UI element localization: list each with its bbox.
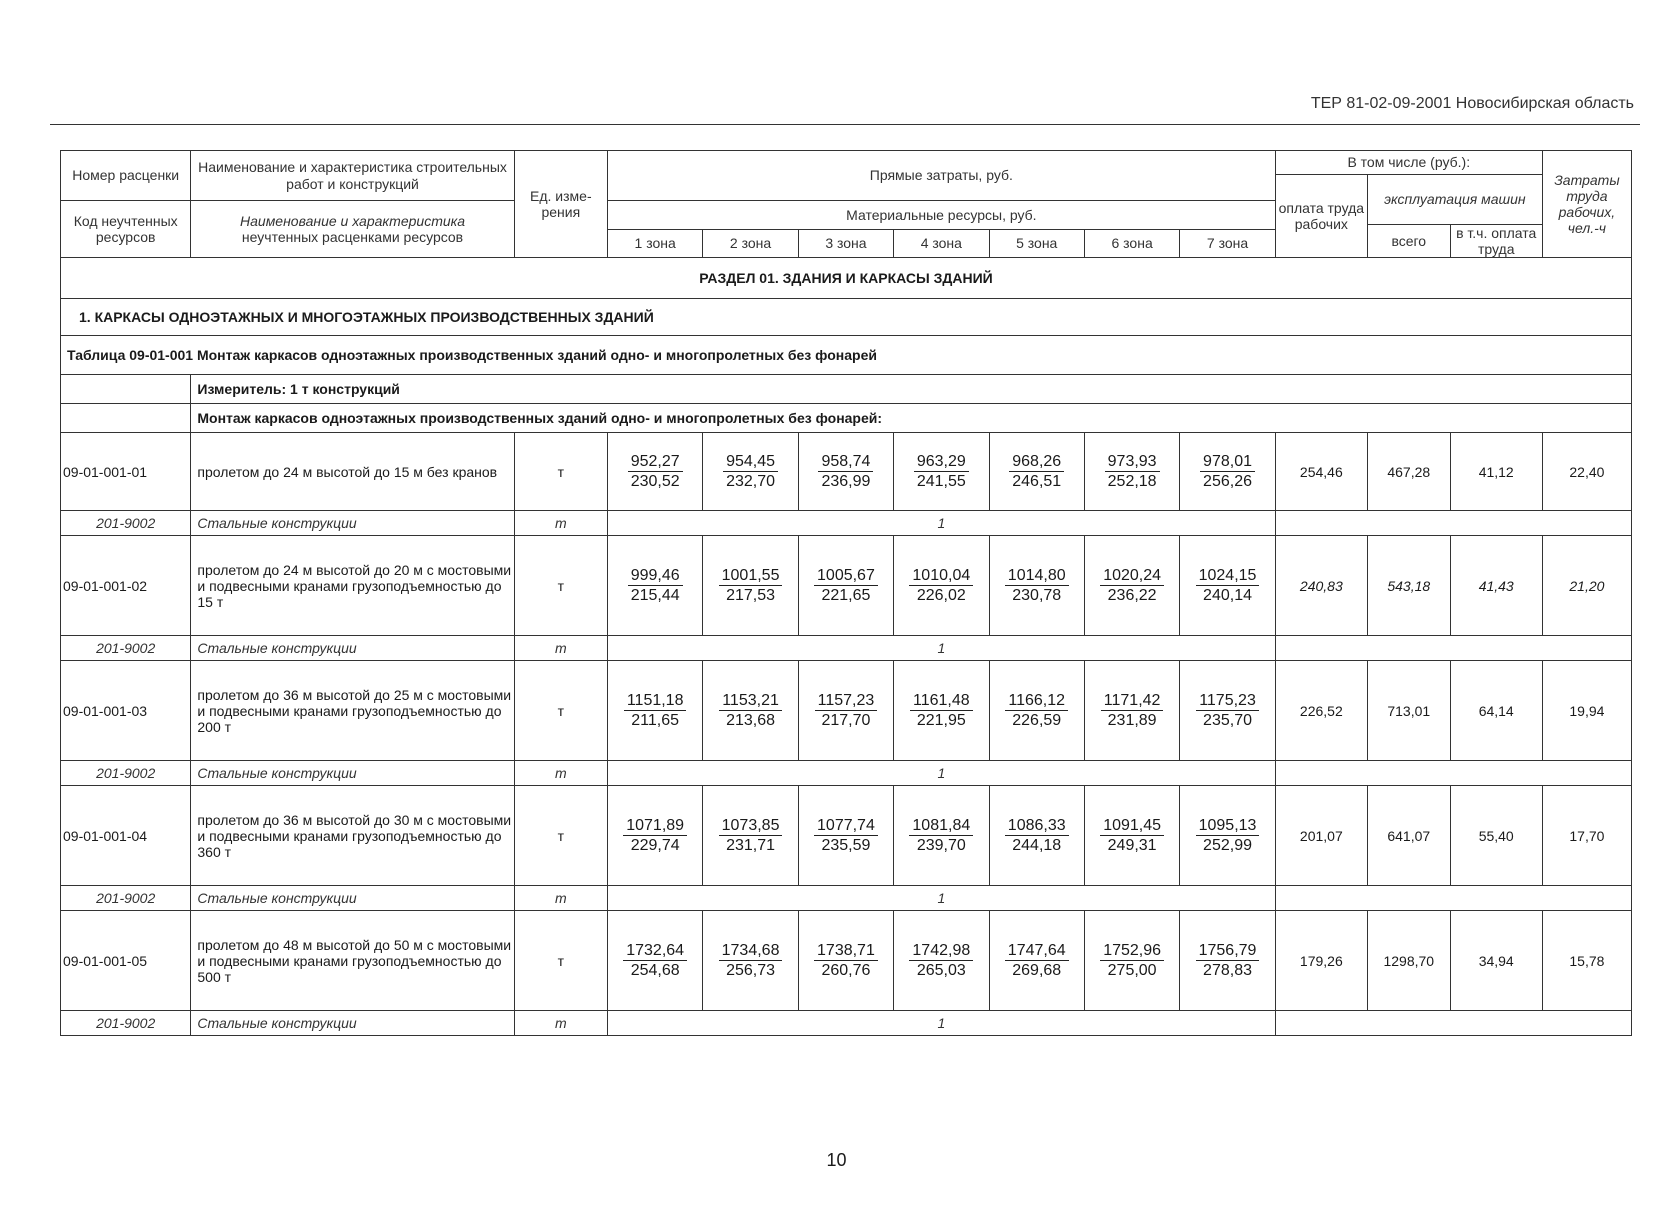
resource-name: Стальные конструкции <box>191 886 514 911</box>
zone-material-cost: 221,65 <box>821 587 871 605</box>
zone-material-cost: 230,78 <box>1012 587 1062 605</box>
resource-code: 201-9002 <box>61 511 191 536</box>
zone-price-cell <box>1180 661 1275 761</box>
zone-material-cost: 256,26 <box>1203 473 1252 491</box>
zone-price-cell <box>703 433 798 511</box>
zone-material-cost: 211,65 <box>631 712 680 730</box>
zone-material-cost: 235,70 <box>1203 712 1252 730</box>
zone-direct-cost: 1071,89 <box>623 816 687 836</box>
resource-row <box>61 886 1632 911</box>
machines-total-value: 641,07 <box>1367 786 1450 886</box>
machines-wages-value: 41,43 <box>1450 536 1542 636</box>
zone-price-cell <box>1084 786 1179 886</box>
zone-price-fraction <box>814 941 878 980</box>
zone-price-cell <box>1180 786 1275 886</box>
zone-price-fraction <box>624 691 687 730</box>
zone-material-cost: 269,68 <box>1012 962 1062 980</box>
zone-price-fraction <box>719 941 783 980</box>
zone-material-cost: 236,99 <box>821 473 871 491</box>
zone-direct-cost: 963,29 <box>914 452 969 472</box>
zone-direct-cost: 1010,04 <box>909 566 973 586</box>
zone-direct-cost: 1077,74 <box>814 816 878 836</box>
resource-name: Стальные конструкции <box>191 1011 514 1036</box>
zone-direct-cost: 1091,45 <box>1100 816 1164 836</box>
zone-price-cell <box>989 433 1084 511</box>
resource-code: 201-9002 <box>61 636 191 661</box>
zone-header-7: 7 зона <box>1180 229 1275 257</box>
wages-value: 226,52 <box>1275 661 1367 761</box>
zone-price-cell <box>1084 661 1179 761</box>
zone-price-fraction <box>1005 566 1069 605</box>
zone-price-fraction <box>1196 941 1260 980</box>
zone-direct-cost: 973,93 <box>1105 452 1160 472</box>
header-work-name: Наименование и характеристика строительных работ и конструкций <box>191 151 514 201</box>
zone-price-fraction <box>1005 816 1069 855</box>
zone-price-cell <box>703 911 798 1011</box>
zone-material-cost: 235,59 <box>821 837 871 855</box>
zone-price-fraction <box>1105 452 1160 491</box>
rate-row <box>61 433 1632 511</box>
zone-direct-cost: 1732,64 <box>623 941 687 961</box>
zone-material-cost: 244,18 <box>1012 837 1062 855</box>
zone-material-cost: 252,99 <box>1203 837 1252 855</box>
wages-value: 254,46 <box>1275 433 1367 511</box>
resource-unit: т <box>514 636 607 661</box>
header-including: В том числе (руб.): <box>1275 151 1542 175</box>
zone-material-cost: 241,55 <box>916 473 966 491</box>
zone-price-fraction <box>814 816 878 855</box>
zone-material-cost: 226,02 <box>916 587 966 605</box>
header-machines-total: всего <box>1367 225 1450 258</box>
zone-price-fraction <box>628 452 683 491</box>
machines-total-value: 467,28 <box>1367 433 1450 511</box>
machines-wages-value: 34,94 <box>1450 911 1542 1011</box>
zone-price-fraction <box>1200 452 1255 491</box>
resource-name: Стальные конструкции <box>191 636 514 661</box>
header-rate-number: Номер расценки <box>61 151 191 201</box>
zone-price-fraction <box>815 691 878 730</box>
zone-material-cost: 256,73 <box>726 962 776 980</box>
zone-direct-cost: 1001,55 <box>719 566 783 586</box>
resource-row <box>61 511 1632 536</box>
zone-price-cell <box>989 536 1084 636</box>
header-resource-name-rest: неучтенных расценками ресурсов <box>241 229 464 246</box>
zone-header-4: 4 зона <box>894 229 989 257</box>
machines-total-value: 543,18 <box>1367 536 1450 636</box>
zone-direct-cost: 1157,23 <box>815 691 878 711</box>
zone-direct-cost: 1752,96 <box>1100 941 1164 961</box>
zone-direct-cost: 1086,33 <box>1005 816 1069 836</box>
resource-unit: т <box>514 886 607 911</box>
zone-price-fraction <box>623 816 687 855</box>
zone-price-fraction <box>719 566 783 605</box>
machines-total-value: 1298,70 <box>1367 911 1450 1011</box>
resource-name: Стальные конструкции <box>191 511 514 536</box>
header-unit: Ед. изме-рения <box>514 151 607 258</box>
zone-direct-cost: 952,27 <box>628 452 683 472</box>
resource-empty-cell <box>1275 511 1631 536</box>
machines-wages-value: 55,40 <box>1450 786 1542 886</box>
zone-material-cost: 217,70 <box>821 712 871 730</box>
zone-material-cost: 231,71 <box>726 837 776 855</box>
zone-price-cell <box>894 911 989 1011</box>
zone-price-cell <box>1180 433 1275 511</box>
resource-quantity: 1 <box>607 886 1275 911</box>
zone-direct-cost: 978,01 <box>1200 452 1255 472</box>
rate-row <box>61 786 1632 886</box>
document-header-text: ТЕР 81-02-09-2001 Новосибирская область <box>1310 95 1634 112</box>
wages-value: 179,26 <box>1275 911 1367 1011</box>
zone-direct-cost: 958,74 <box>818 452 873 472</box>
rate-row <box>61 661 1632 761</box>
zone-price-cell <box>607 786 702 886</box>
zone-price-cell <box>798 911 893 1011</box>
zone-price-cell <box>989 786 1084 886</box>
zone-price-cell <box>1180 911 1275 1011</box>
rate-name: пролетом до 48 м высотой до 50 м с мостовыми и подвесными кранами грузоподъемностью до 500 т <box>191 911 514 1011</box>
zone-direct-cost: 1014,80 <box>1005 566 1069 586</box>
resource-name: Стальные конструкции <box>191 761 514 786</box>
zone-header-5: 5 зона <box>989 229 1084 257</box>
zone-price-fraction <box>909 941 973 980</box>
zone-direct-cost: 1095,13 <box>1196 816 1260 836</box>
zone-price-cell <box>894 433 989 511</box>
resource-quantity: 1 <box>607 636 1275 661</box>
zone-price-fraction <box>910 691 973 730</box>
rate-row <box>61 911 1632 1011</box>
resource-unit: т <box>514 511 607 536</box>
zone-direct-cost: 1747,64 <box>1005 941 1069 961</box>
zone-price-fraction <box>1100 941 1164 980</box>
header-wages: оплата труда рабочих <box>1275 175 1367 258</box>
zone-material-cost: 240,14 <box>1203 587 1252 605</box>
machines-wages-value: 64,14 <box>1450 661 1542 761</box>
zone-price-cell <box>1084 536 1179 636</box>
zone-direct-cost: 954,45 <box>723 452 778 472</box>
resource-unit: т <box>514 1011 607 1036</box>
zone-price-fraction <box>1196 816 1260 855</box>
resource-quantity: 1 <box>607 511 1275 536</box>
zone-price-cell <box>1084 911 1179 1011</box>
wages-value: 201,07 <box>1275 786 1367 886</box>
zone-price-fraction <box>1101 691 1164 730</box>
zone-material-cost: 215,44 <box>630 587 680 605</box>
wages-value: 240,83 <box>1275 536 1367 636</box>
rates-table <box>60 150 1632 1036</box>
zone-header-2: 2 зона <box>703 229 798 257</box>
labor-value: 15,78 <box>1542 911 1631 1011</box>
zone-price-fraction <box>1005 691 1068 730</box>
zone-price-cell <box>703 661 798 761</box>
resource-code: 201-9002 <box>61 1011 191 1036</box>
rate-name: пролетом до 36 м высотой до 25 м с мостовыми и подвесными кранами грузоподъемностью до 200 т <box>191 661 514 761</box>
zone-direct-cost: 1756,79 <box>1196 941 1260 961</box>
zone-price-fraction <box>914 452 969 491</box>
zone-price-fraction <box>1005 941 1069 980</box>
zone-price-cell <box>894 786 989 886</box>
resource-empty-cell <box>1275 636 1631 661</box>
resource-empty-cell <box>1275 886 1631 911</box>
zone-material-cost: 239,70 <box>916 837 966 855</box>
rate-code: 09-01-001-03 <box>61 661 191 761</box>
zone-price-cell <box>1084 433 1179 511</box>
zone-price-cell <box>607 661 702 761</box>
resource-quantity: 1 <box>607 1011 1275 1036</box>
header-material-resources: Материальные ресурсы, руб. <box>607 201 1275 230</box>
description-label: Монтаж каркасов одноэтажных производственных зданий одно- и многопролетных без фонарей: <box>191 404 1632 433</box>
zone-direct-cost: 1734,68 <box>719 941 783 961</box>
zone-price-fraction <box>1196 691 1259 730</box>
zone-material-cost: 265,03 <box>916 962 966 980</box>
zone-material-cost: 217,53 <box>726 587 776 605</box>
zone-direct-cost: 1742,98 <box>909 941 973 961</box>
description-empty-cell <box>61 404 191 433</box>
zone-price-cell <box>607 911 702 1011</box>
labor-value: 22,40 <box>1542 433 1631 511</box>
zone-material-cost: 275,00 <box>1107 962 1157 980</box>
resource-unit: т <box>514 761 607 786</box>
rate-code: 09-01-001-02 <box>61 536 191 636</box>
page-number: 10 <box>826 1150 847 1170</box>
zone-direct-cost: 1151,18 <box>624 691 687 711</box>
table-title: Таблица 09-01-001 Монтаж каркасов одноэтажных производственных зданий одно- и многопролетных без фонарей <box>61 336 1632 375</box>
header-direct-costs: Прямые затраты, руб. <box>607 151 1275 201</box>
zone-price-cell <box>1180 536 1275 636</box>
zone-material-cost: 226,59 <box>1012 712 1062 730</box>
zone-price-cell <box>607 536 702 636</box>
zone-price-cell <box>989 661 1084 761</box>
rate-code: 09-01-001-04 <box>61 786 191 886</box>
zone-direct-cost: 1171,42 <box>1101 691 1164 711</box>
rate-name: пролетом до 24 м высотой до 20 м с мостовыми и подвесными кранами грузоподъемностью до 15 т <box>191 536 514 636</box>
zone-direct-cost: 1081,84 <box>909 816 973 836</box>
resource-row <box>61 1011 1632 1036</box>
header-machines-wages: в т.ч. оплата труда <box>1450 225 1542 258</box>
zone-price-fraction <box>719 816 783 855</box>
zone-material-cost: 230,52 <box>630 473 680 491</box>
machines-total-value: 713,01 <box>1367 661 1450 761</box>
rate-name: пролетом до 36 м высотой до 30 м с мостовыми и подвесными кранами грузоподъемностью до 360 т <box>191 786 514 886</box>
zone-direct-cost: 1161,48 <box>910 691 973 711</box>
zone-price-cell <box>894 661 989 761</box>
zone-price-fraction <box>818 452 873 491</box>
zone-price-cell <box>894 536 989 636</box>
resource-row <box>61 636 1632 661</box>
zone-direct-cost: 1153,21 <box>719 691 782 711</box>
labor-value: 19,94 <box>1542 661 1631 761</box>
resource-code: 201-9002 <box>61 886 191 911</box>
zone-price-cell <box>607 433 702 511</box>
zone-price-cell <box>798 786 893 886</box>
labor-value: 21,20 <box>1542 536 1631 636</box>
zone-direct-cost: 1166,12 <box>1005 691 1068 711</box>
zone-material-cost: 231,89 <box>1107 712 1157 730</box>
resource-row <box>61 761 1632 786</box>
zone-material-cost: 260,76 <box>821 962 871 980</box>
zone-price-cell <box>703 536 798 636</box>
resource-empty-cell <box>1275 761 1631 786</box>
zone-material-cost: 254,68 <box>630 962 680 980</box>
rate-unit: т <box>514 536 607 636</box>
zone-material-cost: 278,83 <box>1203 962 1252 980</box>
zone-header-6: 6 зона <box>1084 229 1179 257</box>
zone-header-3: 3 зона <box>798 229 893 257</box>
zone-price-fraction <box>814 566 878 605</box>
rate-unit: т <box>514 661 607 761</box>
header-machines: эксплуатация машин <box>1367 175 1542 225</box>
zone-price-fraction <box>623 941 687 980</box>
zone-price-cell <box>703 786 798 886</box>
document-header <box>50 88 1640 125</box>
zone-material-cost: 236,22 <box>1107 587 1157 605</box>
subsection-title: 1. КАРКАСЫ ОДНОЭТАЖНЫХ И МНОГОЭТАЖНЫХ ПРОИЗВОДСТВЕННЫХ ЗДАНИЙ <box>61 299 1632 336</box>
zone-price-fraction <box>1196 566 1260 605</box>
labor-value: 17,70 <box>1542 786 1631 886</box>
zone-price-cell <box>798 433 893 511</box>
header-labor: Затраты труда рабочих, чел.-ч <box>1542 151 1631 258</box>
machines-wages-value: 41,12 <box>1450 433 1542 511</box>
rate-unit: т <box>514 433 607 511</box>
zone-direct-cost: 1005,67 <box>814 566 878 586</box>
zone-price-cell <box>798 661 893 761</box>
zone-price-fraction <box>1100 566 1164 605</box>
zone-material-cost: 221,95 <box>916 712 966 730</box>
zone-header-1: 1 зона <box>607 229 702 257</box>
zone-material-cost: 252,18 <box>1107 473 1157 491</box>
zone-material-cost: 246,51 <box>1012 473 1062 491</box>
zone-direct-cost: 1024,15 <box>1196 566 1260 586</box>
resource-quantity: 1 <box>607 761 1275 786</box>
rate-unit: т <box>514 786 607 886</box>
zone-direct-cost: 1738,71 <box>814 941 878 961</box>
section-title: РАЗДЕЛ 01. ЗДАНИЯ И КАРКАСЫ ЗДАНИЙ <box>61 258 1632 299</box>
zone-price-fraction <box>723 452 778 491</box>
zone-price-fraction <box>719 691 782 730</box>
resource-code: 201-9002 <box>61 761 191 786</box>
meter-label: Измеритель: 1 т конструкций <box>191 375 1632 404</box>
zone-material-cost: 229,74 <box>630 837 680 855</box>
rate-code: 09-01-001-01 <box>61 433 191 511</box>
zone-price-fraction <box>628 566 683 605</box>
meter-empty-cell <box>61 375 191 404</box>
zone-material-cost: 213,68 <box>726 712 776 730</box>
zone-price-fraction <box>1100 816 1164 855</box>
header-resource-code: Код неучтенных ресурсов <box>61 201 191 258</box>
zone-direct-cost: 1073,85 <box>719 816 783 836</box>
zone-direct-cost: 1175,23 <box>1196 691 1259 711</box>
rate-code: 09-01-001-05 <box>61 911 191 1011</box>
zone-price-fraction <box>909 566 973 605</box>
header-resource-name <box>191 201 514 258</box>
zone-direct-cost: 968,26 <box>1009 452 1064 472</box>
zone-price-cell <box>989 911 1084 1011</box>
zone-price-fraction <box>909 816 973 855</box>
zone-material-cost: 232,70 <box>726 473 776 491</box>
rate-name: пролетом до 24 м высотой до 15 м без кранов <box>191 433 514 511</box>
zone-direct-cost: 999,46 <box>628 566 683 586</box>
zone-price-cell <box>798 536 893 636</box>
header-resource-name-italic: Наименование и характеристика <box>240 213 466 229</box>
resource-empty-cell <box>1275 1011 1631 1036</box>
rate-row <box>61 536 1632 636</box>
zone-material-cost: 249,31 <box>1107 837 1157 855</box>
zone-direct-cost: 1020,24 <box>1100 566 1164 586</box>
rate-unit: т <box>514 911 607 1011</box>
zone-price-fraction <box>1009 452 1064 491</box>
